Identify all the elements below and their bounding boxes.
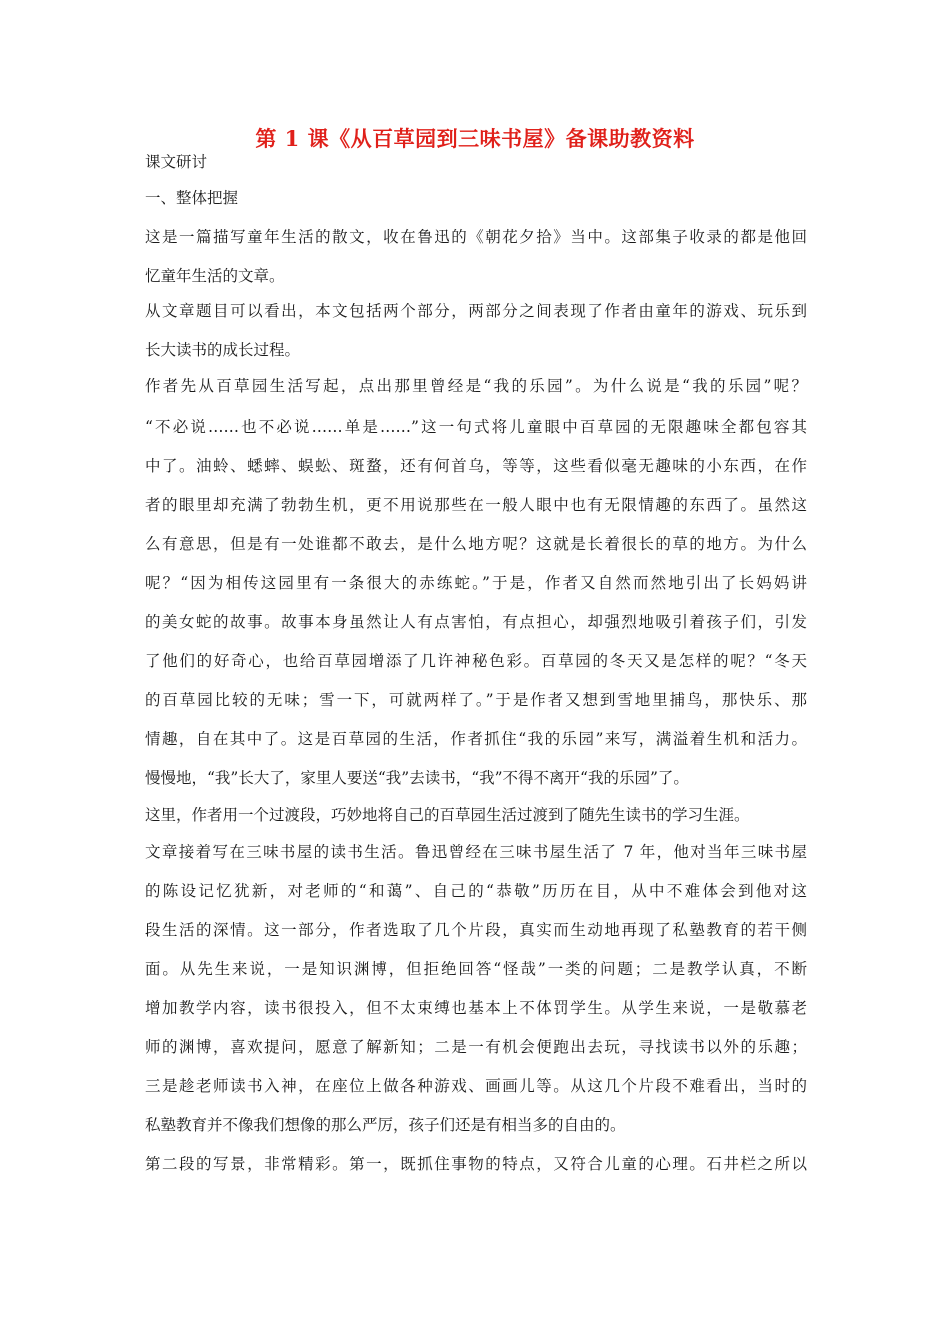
paragraph-line: 段生活的深情。这一部分，作者选取了几个片段，真实而生动地再现了私塾教育的若干侧 [145, 921, 807, 939]
paragraph-line: 呢？“因为相传这园里有一条很大的赤练蛇。”于是，作者又自然而然地引出了长妈妈讲 [145, 574, 807, 592]
paragraph-line: “不必说……也不必说……单是……”这一句式将儿童眼中百草园的无限趣味全都包容其 [145, 418, 807, 436]
subsection-heading: 一、整体把握 [145, 189, 239, 207]
paragraph-line: 私塾教育并不像我们想像的那么严厉，孩子们还是有相当多的自由的。 [145, 1116, 626, 1134]
paragraph-line: 了他们的好奇心，也给百草园增添了几许神秘色彩。百草园的冬天又是怎样的呢？“冬天 [145, 652, 807, 670]
section-heading: 课文研讨 [145, 153, 208, 171]
paragraph-line: 师的渊博，喜欢提问，愿意了解新知；二是一有机会便跑出去玩，寻找读书以外的乐趣； [145, 1038, 807, 1056]
paragraph-line: 的陈设记忆犹新，对老师的“和蔼”、自己的“恭敬”历历在目，从中不难体会到他对这 [145, 882, 807, 900]
paragraph-line: 作者先从百草园生活写起，点出那里曾经是“我的乐园”。为什么说是“我的乐园”呢？ [145, 377, 807, 395]
paragraph-line: 从文章题目可以看出，本文包括两个部分，两部分之间表现了作者由童年的游戏、玩乐到 [145, 302, 807, 320]
paragraph-line: 第二段的写景，非常精彩。第一，既抓住事物的特点，又符合儿童的心理。石井栏之所以 [145, 1155, 807, 1173]
paragraph-line: 者的眼里却充满了勃勃生机，更不用说那些在一般人眼中也有无限情趣的东西了。虽然这 [145, 496, 807, 514]
paragraph-line: 中了。油蛉、蟋蟀、蜈蚣、斑蝥，还有何首乌，等等，这些看似毫无趣味的小东西，在作 [145, 457, 807, 475]
paragraph-line: 这是一篇描写童年生活的散文，收在鲁迅的《朝花夕拾》当中。这部集子收录的都是他回 [145, 228, 807, 246]
paragraph-line: 增加教学内容，读书很投入，但不太束缚也基本上不体罚学生。从学生来说，一是敬慕老 [145, 999, 807, 1017]
paragraph-line: 面。从先生来说，一是知识渊博，但拒绝回答“怪哉”一类的问题；二是教学认真，不断 [145, 960, 807, 978]
document-title: 第 1 课《从百草园到三味书屋》备课助教资料 [255, 126, 695, 151]
paragraph-line: 的美女蛇的故事。故事本身虽然让人有点害怕，有点担心，却强烈地吸引着孩子们，引发 [145, 613, 807, 631]
paragraph-line: 情趣，自在其中了。这是百草园的生活，作者抓住“我的乐园”来写，满溢着生机和活力。 [145, 730, 807, 748]
paragraph-line: 么有意思，但是有一处谁都不敢去，是什么地方呢？这就是长着很长的草的地方。为什么 [145, 535, 807, 553]
paragraph-line: 的百草园比较的无味；雪一下，可就两样了。”于是作者又想到雪地里捕鸟，那快乐、那 [145, 691, 807, 709]
paragraph-line: 长大读书的成长过程。 [145, 341, 301, 359]
paragraph-line: 三是趁老师读书入神，在座位上做各种游戏、画画儿等。从这几个片段不难看出，当时的 [145, 1077, 807, 1095]
paragraph-line: 忆童年生活的文章。 [145, 267, 285, 285]
paragraph-line: 这里，作者用一个过渡段，巧妙地将自己的百草园生活过渡到了随先生读书的学习生涯。 [145, 806, 750, 824]
paragraph-line: 慢慢地，“我”长大了，家里人要送“我”去读书，“我”不得不离开“我的乐园”了。 [145, 769, 689, 787]
paragraph-line: 文章接着写在三味书屋的读书生活。鲁迅曾经在三味书屋生活了 7 年，他对当年三味书屋 [145, 843, 807, 861]
